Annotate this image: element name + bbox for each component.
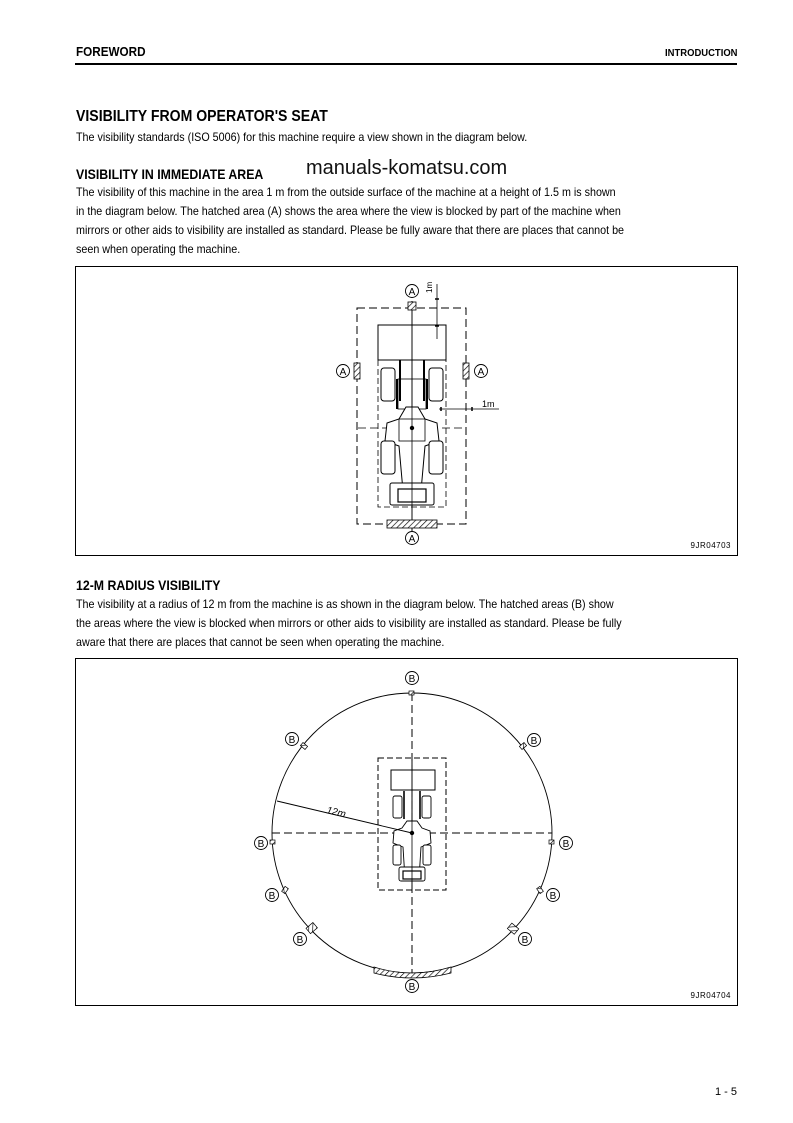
- label-b-upper-left: [286, 733, 299, 747]
- page-title: VISIBILITY FROM OPERATOR'S SEAT: [76, 108, 328, 125]
- immediate-area-line-4: seen when operating the machine.: [76, 242, 241, 256]
- figure-id: 9JR04703: [690, 541, 731, 550]
- label-b-bottom-left: [294, 933, 307, 947]
- immediate-area-line-3: mirrors or other aids to visibility are installed as standard. Please be fully aware that there are places that cannot be: [76, 223, 625, 237]
- immediate-area-line-1: The visibility of this machine in the area 1 m from the outside surface of the machine at a height of 1.5 m is shown: [76, 185, 616, 199]
- label-b-bottom: [406, 980, 419, 994]
- svg-text:B: B: [268, 891, 276, 902]
- radius-line-3: aware that there are places that cannot be seen when operating the machine.: [76, 635, 445, 649]
- page-number: 1 - 5: [714, 1086, 737, 1098]
- radius-heading: 12-M RADIUS VISIBILITY: [76, 577, 221, 593]
- dimension-side-label: 1m: [482, 399, 495, 409]
- radius-label: 12m: [325, 805, 347, 821]
- label-a-bottom: [406, 532, 419, 546]
- header-chapter-title: INTRODUCTION: [664, 47, 737, 59]
- svg-text:B: B: [296, 935, 304, 946]
- radius-drawing: [76, 659, 737, 1005]
- label-b-top: [406, 672, 419, 686]
- header-rule: [75, 63, 737, 65]
- svg-text:B: B: [530, 736, 538, 747]
- svg-text:A: A: [477, 367, 485, 378]
- svg-text:A: A: [408, 287, 416, 298]
- svg-text:B: B: [521, 935, 529, 946]
- svg-text:B: B: [288, 735, 296, 746]
- watermark-text: manuals-komatsu.com: [306, 157, 508, 179]
- radius-line-2: the areas where the view is blocked when mirrors or other aids to visibility are installed as standard. Please be fully: [76, 616, 622, 630]
- svg-text:B: B: [257, 839, 265, 850]
- immediate-area-line-2: in the diagram below. The hatched area (A) shows the area where the view is blocked by part of the machine when: [76, 204, 621, 218]
- label-a-left: [337, 365, 350, 379]
- label-b-lower-left: [266, 889, 279, 903]
- svg-text:B: B: [562, 839, 570, 850]
- label-a-right: [475, 365, 488, 379]
- svg-text:B: B: [549, 891, 557, 902]
- intro-paragraph: The visibility standards (ISO 5006) for this machine require a view shown in the diagram below.: [76, 130, 528, 144]
- label-b-left: [255, 837, 268, 851]
- svg-text:A: A: [408, 534, 416, 545]
- label-b-bottom-right: [519, 933, 532, 947]
- immediate-area-diagram: [75, 266, 738, 556]
- label-b-right: [560, 837, 573, 851]
- svg-text:A: A: [339, 367, 347, 378]
- immediate-area-heading: VISIBILITY IN IMMEDIATE AREA: [76, 166, 264, 182]
- immediate-area-drawing: [76, 267, 737, 555]
- label-b-upper-right: [528, 734, 541, 748]
- svg-text:B: B: [408, 982, 416, 993]
- svg-text:B: B: [408, 674, 416, 685]
- figure-id: 9JR04704: [690, 991, 731, 1000]
- label-a-top: [406, 285, 419, 299]
- radius-diagram: [75, 658, 738, 1006]
- label-b-lower-right: [547, 889, 560, 903]
- header-section-title: FOREWORD: [76, 44, 146, 59]
- dimension-top-label: 1m: [425, 281, 434, 293]
- radius-line-1: The visibility at a radius of 12 m from the machine is as shown in the diagram below. The hatched areas (B) show: [76, 597, 614, 611]
